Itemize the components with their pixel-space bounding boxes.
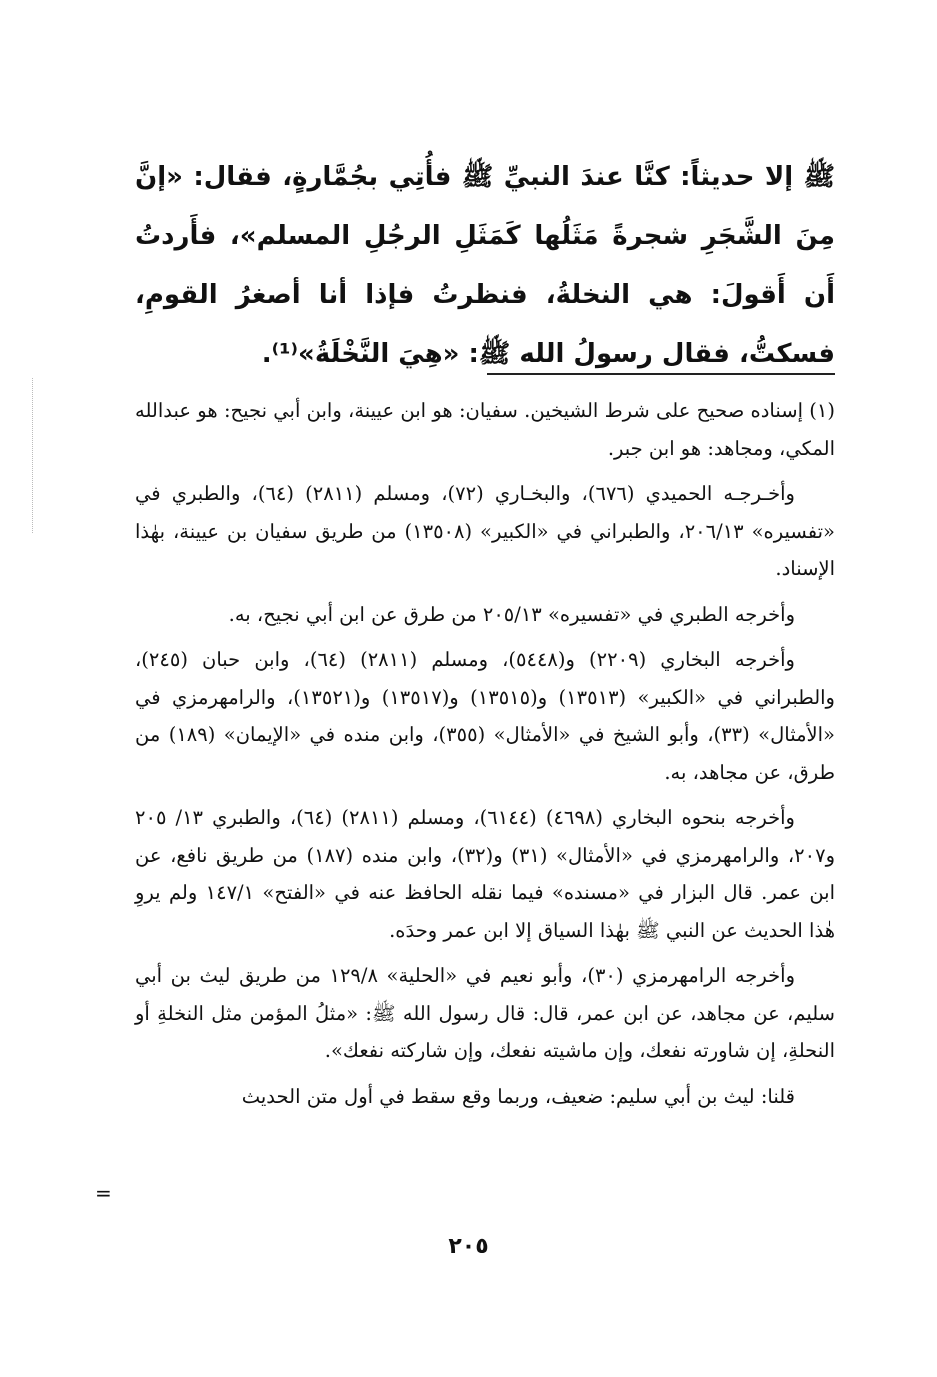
footnote-divider bbox=[487, 373, 835, 375]
footnote-paragraph: وأخـرجـه الحميدي (٦٧٦)، والبخـاري (٧٢)، ومسلم (٢٨١١) (٦٤)، والطبري في «تفسيره» ٢٠٦/١٣، والطبراني في «الكبير» (١٣٥٠٨) من طريق سفيان بن عيينة، بهٰذا الإسناد. bbox=[135, 482, 835, 580]
footnote-1: (١) إسناده صحيح على شرط الشيخين. سفيان: هو ابن عيينة، وابن أبي نجيح: هو عبدالله المكي، ومجاهد: هو ابن جبر. bbox=[135, 399, 835, 460]
footnote-paragraph: وأخرجه الطبري في «تفسيره» ٢٠٥/١٣ من طرق عن ابن أبي نجيح، به. bbox=[228, 602, 795, 626]
hadith-text: ﷺ إلا حديثاً: كنَّا عندَ النبيِّ ﷺ فأُتِي بجُمَّارةٍ، فقال: «إنَّ مِنَ الشَّجَرِ شجرةً مَثَلُها كَمَثَلِ الرجُلِ المسلم»، فأَردتُ أَن أَقولَ: هي النخلةُ، فنظرتُ فإذا أنا أصغرُ القومِ، فسكتُّ، فقال رسولُ الله ﷺ: «هِيَ النَّخْلَةُ»⁽¹⁾. bbox=[135, 162, 835, 369]
footnote-paragraph: وأخرجه البخاري (٢٢٠٩) و(٥٤٤٨)، ومسلم (٢٨١١) (٦٤)، وابن حبان (٢٤٥)، والطبراني في «الكبير» (١٣٥١٣) و(١٣٥١٥) و(١٣٥١٧) و(١٣٥٢١)، والرامهرمزي في «الأمثال» (٣٣)، وأبو الشيخ في «الأمثال» (٣٥٥)، وابن منده في «الإيمان» (١٨٩) من طرق، عن مجاهد، به. bbox=[135, 648, 835, 784]
footnotes-section bbox=[135, 392, 835, 1123]
scan-gutter-mark bbox=[32, 378, 34, 533]
footnote-paragraph: وأخرجه الرامهرمزي (٣٠)، وأبو نعيم في «الحلية» ١٢٩/٨ من طريق ليث بن أبي سليم، عن مجاهد، عن ابن عمر، قال: قال رسول الله ﷺ: «مثلُ المؤمن مثل النخلةِ أو النحلةِ، إن شاورته نفعك، وإن ماشيته نفعك، وإن شاركته نفعك». bbox=[135, 964, 835, 1062]
footnote-paragraph: قلنا: ليث بن أبي سليم: ضعيف، وربما وقع سقط في أول متن الحديث bbox=[241, 1084, 795, 1108]
page-number: ٢٠٥ bbox=[448, 1234, 489, 1259]
continuation-mark: = bbox=[95, 1181, 112, 1205]
footnote-paragraph: وأخرجه بنحوه البخاري (٤٦٩٨) (٦١٤٤)، ومسلم (٢٨١١) (٦٤)، والطبري ١٣/ ٢٠٥ و٢٠٧، والرامهرمزي في «الأمثال» (٣١) و(٣٢)، وابن منده (١٨٧) من طريق نافع، عن ابن عمر. قال البزار في «مسنده» فيما نقله الحافظ عنه في «الفتح» ١٤٧/١ ولم يروِ هٰذا الحديث عن النبي ﷺ بهٰذا السياق إلا ابن عمر وحدَه. bbox=[135, 806, 836, 942]
